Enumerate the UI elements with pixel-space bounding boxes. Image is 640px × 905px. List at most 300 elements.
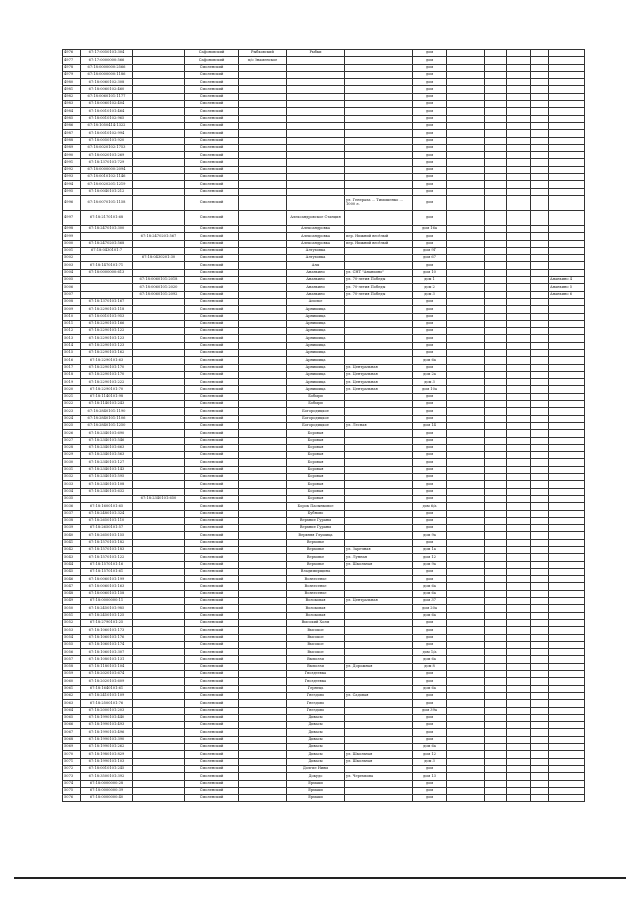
- settlement-cell: [239, 765, 287, 772]
- cadastral-number-cell: 67:18:0010102:1146: [81, 174, 133, 181]
- object-type-cell: дом: [413, 159, 447, 166]
- empty-cell: [531, 233, 549, 240]
- empty-cell: [447, 641, 485, 648]
- locality-cell: [287, 79, 345, 86]
- locality-cell: Дивасы: [287, 722, 345, 729]
- empty-cell: [485, 466, 507, 473]
- empty-cell: [531, 583, 549, 590]
- empty-cell: [507, 357, 531, 364]
- note-cell: [549, 210, 585, 225]
- settlement-cell: [239, 547, 287, 554]
- note-cell: [549, 619, 585, 626]
- street-cell: ул. Садовая: [345, 692, 413, 699]
- empty-cell: [507, 685, 531, 692]
- cadastral-number-alt-cell: [133, 532, 185, 539]
- settlement-cell: [239, 671, 287, 678]
- empty-cell: [447, 495, 485, 502]
- cadastral-number-cell: 67:18:2480101:324: [81, 510, 133, 517]
- cadastral-number-alt-cell: [133, 561, 185, 568]
- empty-cell: [507, 444, 531, 451]
- row-number-cell: 5041: [63, 539, 81, 546]
- row-number-cell: 4985: [63, 115, 81, 122]
- empty-cell: [531, 598, 549, 605]
- empty-cell: [531, 795, 549, 802]
- note-cell: [549, 554, 585, 561]
- settlement-cell: [239, 641, 287, 648]
- table-row: [63, 393, 585, 400]
- empty-cell: [485, 773, 507, 780]
- settlement-cell: [239, 357, 287, 364]
- cadastral-number-cell: 67:18:1990101:262: [81, 744, 133, 751]
- empty-cell: [507, 736, 531, 743]
- locality-cell: [287, 93, 345, 100]
- table-row: [63, 474, 585, 481]
- cadastral-number-cell: 67:18:0060102:308: [81, 79, 133, 86]
- empty-cell: [507, 532, 531, 539]
- object-type-cell: дом 13: [413, 773, 447, 780]
- empty-cell: [447, 306, 485, 313]
- empty-cell: [507, 678, 531, 685]
- row-number-cell: 5064: [63, 707, 81, 714]
- locality-cell: Боровая: [287, 452, 345, 459]
- table-row: [63, 692, 585, 699]
- table-row: [63, 357, 585, 364]
- row-number-cell: 4998: [63, 225, 81, 232]
- locality-cell: Волоковая: [287, 598, 345, 605]
- empty-cell: [507, 517, 531, 524]
- empty-cell: [485, 64, 507, 71]
- empty-cell: [507, 152, 531, 159]
- table-row: [63, 101, 585, 108]
- settlement-cell: [239, 751, 287, 758]
- object-type-cell: дом: [413, 313, 447, 320]
- empty-cell: [485, 159, 507, 166]
- district-cell: Смоленский: [185, 71, 239, 78]
- row-number-cell: 5053: [63, 627, 81, 634]
- table-row: [63, 795, 585, 802]
- empty-cell: [507, 547, 531, 554]
- empty-cell: [485, 656, 507, 663]
- cadastral-number-alt-cell: [133, 262, 185, 269]
- locality-cell: Боровая: [287, 481, 345, 488]
- object-type-cell: дом 10а: [413, 386, 447, 393]
- row-number-cell: 5074: [63, 780, 81, 787]
- cadastral-number-alt-cell: [133, 386, 185, 393]
- object-type-cell: дом: [413, 466, 447, 473]
- empty-cell: [485, 379, 507, 386]
- table-row: [63, 510, 585, 517]
- settlement-cell: [239, 408, 287, 415]
- object-type-cell: дом: [413, 144, 447, 151]
- empty-cell: [531, 576, 549, 583]
- locality-cell: Арнишица: [287, 364, 345, 371]
- district-cell: Смоленский: [185, 605, 239, 612]
- empty-cell: [485, 79, 507, 86]
- locality-cell: Верховье: [287, 539, 345, 546]
- locality-cell: Бобыри: [287, 393, 345, 400]
- object-type-cell: дом: [413, 568, 447, 575]
- empty-cell: [485, 188, 507, 195]
- empty-cell: [507, 481, 531, 488]
- row-number-cell: 4976: [63, 50, 81, 57]
- object-type-cell: дом: [413, 459, 447, 466]
- empty-cell: [531, 459, 549, 466]
- table-row: [63, 349, 585, 356]
- street-cell: [345, 101, 413, 108]
- empty-cell: [447, 561, 485, 568]
- empty-cell: [507, 714, 531, 721]
- settlement-cell: [239, 474, 287, 481]
- locality-cell: Верховье: [287, 547, 345, 554]
- row-number-cell: 5018: [63, 371, 81, 378]
- cadastral-number-alt-cell: [133, 320, 185, 327]
- empty-cell: [531, 240, 549, 247]
- empty-cell: [447, 122, 485, 129]
- table-row: [63, 277, 585, 284]
- empty-cell: [531, 137, 549, 144]
- district-cell: Смоленский: [185, 554, 239, 561]
- street-cell: [345, 685, 413, 692]
- table-row: [63, 685, 585, 692]
- settlement-cell: [239, 130, 287, 137]
- table-row: [63, 233, 585, 240]
- note-cell: [549, 714, 585, 721]
- row-number-cell: 5032: [63, 474, 81, 481]
- street-cell: [345, 612, 413, 619]
- table-row: [63, 714, 585, 721]
- empty-cell: [507, 101, 531, 108]
- table-row: [63, 517, 585, 524]
- row-number-cell: 5061: [63, 685, 81, 692]
- cadastral-number-alt-cell: [133, 503, 185, 510]
- note-cell: [549, 795, 585, 802]
- settlement-cell: [239, 459, 287, 466]
- empty-cell: [485, 678, 507, 685]
- note-cell: [549, 415, 585, 422]
- empty-cell: [507, 130, 531, 137]
- district-cell: Смоленский: [185, 320, 239, 327]
- locality-cell: Дивасы: [287, 744, 345, 751]
- empty-cell: [447, 79, 485, 86]
- empty-cell: [447, 247, 485, 254]
- empty-cell: [447, 371, 485, 378]
- district-cell: Смоленский: [185, 115, 239, 122]
- empty-cell: [447, 386, 485, 393]
- row-number-cell: 5005: [63, 277, 81, 284]
- locality-cell: Гнездово: [287, 692, 345, 699]
- empty-cell: [485, 210, 507, 225]
- district-cell: Смоленский: [185, 671, 239, 678]
- settlement-cell: [239, 488, 287, 495]
- settlement-cell: [239, 64, 287, 71]
- street-cell: [345, 656, 413, 663]
- row-number-cell: 5063: [63, 700, 81, 707]
- empty-cell: [507, 115, 531, 122]
- row-number-cell: 5043: [63, 554, 81, 561]
- row-number-cell: 5016: [63, 357, 81, 364]
- settlement-cell: [239, 685, 287, 692]
- empty-cell: [507, 700, 531, 707]
- row-number-cell: 4990: [63, 152, 81, 159]
- street-cell: [345, 510, 413, 517]
- street-cell: [345, 320, 413, 327]
- cadastral-number-cell: 67:18:1060101:176: [81, 634, 133, 641]
- note-cell: [549, 605, 585, 612]
- empty-cell: [531, 568, 549, 575]
- empty-cell: [485, 707, 507, 714]
- settlement-cell: [239, 393, 287, 400]
- table-row: [63, 247, 585, 254]
- empty-cell: [507, 576, 531, 583]
- empty-cell: [507, 787, 531, 794]
- empty-cell: [507, 320, 531, 327]
- object-type-cell: дом 2а: [413, 371, 447, 378]
- row-number-cell: 4999: [63, 233, 81, 240]
- district-cell: Смоленский: [185, 240, 239, 247]
- street-cell: [345, 736, 413, 743]
- locality-cell: Верхняя Глушица: [287, 532, 345, 539]
- empty-cell: [447, 634, 485, 641]
- row-number-cell: 5001: [63, 247, 81, 254]
- empty-cell: [447, 488, 485, 495]
- locality-cell: Гнездово: [287, 707, 345, 714]
- empty-cell: [531, 108, 549, 115]
- empty-cell: [447, 86, 485, 93]
- district-cell: Смоленский: [185, 86, 239, 93]
- empty-cell: [485, 736, 507, 743]
- note-cell: [549, 444, 585, 451]
- note-cell: [549, 195, 585, 210]
- district-cell: Смоленский: [185, 437, 239, 444]
- street-cell: [345, 568, 413, 575]
- street-cell: [345, 714, 413, 721]
- note-cell: [549, 393, 585, 400]
- settlement-cell: [239, 787, 287, 794]
- district-cell: Смоленский: [185, 773, 239, 780]
- locality-cell: Ананьино: [287, 284, 345, 291]
- table-row: [63, 137, 585, 144]
- note-cell: [549, 430, 585, 437]
- empty-cell: [447, 649, 485, 656]
- settlement-cell: [239, 590, 287, 597]
- street-cell: [345, 225, 413, 232]
- locality-cell: Ананьино: [287, 277, 345, 284]
- empty-cell: [507, 634, 531, 641]
- object-type-cell: дом: [413, 79, 447, 86]
- street-cell: ул. 70-летия Победы: [345, 284, 413, 291]
- note-cell: [549, 459, 585, 466]
- empty-cell: [507, 605, 531, 612]
- empty-cell: [447, 605, 485, 612]
- empty-cell: [507, 649, 531, 656]
- register-body: [63, 50, 585, 802]
- table-row: [63, 459, 585, 466]
- row-number-cell: 4982: [63, 93, 81, 100]
- locality-cell: Аполье: [287, 298, 345, 305]
- locality-cell: [287, 159, 345, 166]
- district-cell: Смоленский: [185, 729, 239, 736]
- cadastral-number-cell: 67:18:2020101:609: [81, 678, 133, 685]
- district-cell: Смоленский: [185, 195, 239, 210]
- note-cell: [549, 101, 585, 108]
- row-number-cell: 4994: [63, 181, 81, 188]
- cadastral-number-cell: 67:18:1570101:183: [81, 547, 133, 554]
- street-cell: [345, 166, 413, 173]
- row-number-cell: 5076: [63, 795, 81, 802]
- row-number-cell: 5028: [63, 444, 81, 451]
- locality-cell: Алтуховка: [287, 247, 345, 254]
- cadastral-number-cell: 67:18:0000000:613: [81, 269, 133, 276]
- cadastral-number-alt-cell: 67:18:0060101:2092: [133, 291, 185, 298]
- row-number-cell: 5057: [63, 656, 81, 663]
- note-cell: [549, 298, 585, 305]
- empty-cell: [485, 605, 507, 612]
- object-type-cell: дом: [413, 393, 447, 400]
- note-cell: [549, 729, 585, 736]
- settlement-cell: [239, 663, 287, 670]
- empty-cell: [485, 144, 507, 151]
- cadastral-number-alt-cell: [133, 422, 185, 429]
- empty-cell: [507, 50, 531, 57]
- object-type-cell: дом: [413, 401, 447, 408]
- locality-cell: Гнездово: [287, 700, 345, 707]
- row-number-cell: 5052: [63, 619, 81, 626]
- settlement-cell: [239, 174, 287, 181]
- empty-cell: [485, 108, 507, 115]
- settlement-cell: [239, 495, 287, 502]
- cadastral-number-cell: [81, 495, 133, 502]
- cadastral-number-cell: 67:18:0020101:269: [81, 152, 133, 159]
- cadastral-number-alt-cell: [133, 86, 185, 93]
- locality-cell: Верховье: [287, 554, 345, 561]
- note-cell: [549, 663, 585, 670]
- empty-cell: [507, 181, 531, 188]
- empty-cell: [485, 729, 507, 736]
- empty-cell: [485, 306, 507, 313]
- empty-cell: [507, 707, 531, 714]
- street-cell: [345, 619, 413, 626]
- settlement-cell: [239, 137, 287, 144]
- street-cell: [345, 86, 413, 93]
- settlement-cell: [239, 298, 287, 305]
- locality-cell: Арнишица: [287, 386, 345, 393]
- table-row: [63, 284, 585, 291]
- empty-cell: [531, 605, 549, 612]
- row-number-cell: 5004: [63, 269, 81, 276]
- street-cell: [345, 159, 413, 166]
- note-cell: [549, 510, 585, 517]
- street-cell: [345, 678, 413, 685]
- empty-cell: [507, 503, 531, 510]
- street-cell: ул. 70-летия Победы: [345, 277, 413, 284]
- cadastral-number-cell: 67:18:0040101:212: [81, 188, 133, 195]
- settlement-cell: [239, 122, 287, 129]
- note-cell: [549, 744, 585, 751]
- object-type-cell: дом: [413, 780, 447, 787]
- empty-cell: [485, 298, 507, 305]
- street-cell: [345, 174, 413, 181]
- settlement-cell: [239, 255, 287, 262]
- note-cell: [549, 152, 585, 159]
- empty-cell: [507, 225, 531, 232]
- empty-cell: [485, 590, 507, 597]
- locality-cell: Дивасы: [287, 736, 345, 743]
- settlement-cell: [239, 700, 287, 707]
- note-cell: [549, 86, 585, 93]
- row-number-cell: 4997: [63, 210, 81, 225]
- cadastral-number-alt-cell: [133, 393, 185, 400]
- empty-cell: [507, 495, 531, 502]
- street-cell: [345, 466, 413, 473]
- empty-cell: [447, 452, 485, 459]
- object-type-cell: дом 12: [413, 554, 447, 561]
- note-cell: [549, 517, 585, 524]
- locality-cell: Алтуховка: [287, 255, 345, 262]
- empty-cell: [531, 269, 549, 276]
- empty-cell: [507, 247, 531, 254]
- empty-cell: [485, 422, 507, 429]
- district-cell: Сафоновский: [185, 57, 239, 64]
- row-number-cell: 5049: [63, 598, 81, 605]
- cadastral-number-alt-cell: [133, 634, 185, 641]
- table-row: [63, 678, 585, 685]
- street-cell: [345, 495, 413, 502]
- note-cell: [549, 71, 585, 78]
- note-cell: [549, 780, 585, 787]
- cadastral-number-alt-cell: 67:18:0060101:2018: [133, 277, 185, 284]
- note-cell: [549, 758, 585, 765]
- cadastral-number-alt-cell: [133, 108, 185, 115]
- district-cell: Смоленский: [185, 306, 239, 313]
- table-row: [63, 64, 585, 71]
- table-row: [63, 401, 585, 408]
- empty-cell: [507, 284, 531, 291]
- district-cell: Смоленский: [185, 685, 239, 692]
- note-cell: [549, 474, 585, 481]
- cadastral-number-alt-cell: [133, 379, 185, 386]
- district-cell: Смоленский: [185, 678, 239, 685]
- object-type-cell: дом 67: [413, 255, 447, 262]
- row-number-cell: 5040: [63, 532, 81, 539]
- table-row: [63, 320, 585, 327]
- settlement-cell: [239, 188, 287, 195]
- table-row: [63, 583, 585, 590]
- district-cell: Смоленский: [185, 159, 239, 166]
- settlement-cell: [239, 144, 287, 151]
- cadastral-number-alt-cell: [133, 466, 185, 473]
- empty-cell: [447, 262, 485, 269]
- empty-cell: [485, 57, 507, 64]
- district-cell: Смоленский: [185, 539, 239, 546]
- empty-cell: [531, 364, 549, 371]
- cadastral-number-alt-cell: [133, 605, 185, 612]
- empty-cell: [447, 780, 485, 787]
- settlement-cell: [239, 605, 287, 612]
- row-number-cell: 5037: [63, 510, 81, 517]
- note-cell: [549, 532, 585, 539]
- empty-cell: [485, 86, 507, 93]
- settlement-cell: [239, 371, 287, 378]
- cadastral-number-alt-cell: [133, 619, 185, 626]
- street-cell: [345, 517, 413, 524]
- cadastral-number-cell: 67:18:1570101:122: [81, 554, 133, 561]
- street-cell: [345, 765, 413, 772]
- street-cell: ул. Центральная: [345, 379, 413, 386]
- empty-cell: [485, 181, 507, 188]
- empty-cell: [485, 277, 507, 284]
- table-row: [63, 671, 585, 678]
- note-cell: [549, 583, 585, 590]
